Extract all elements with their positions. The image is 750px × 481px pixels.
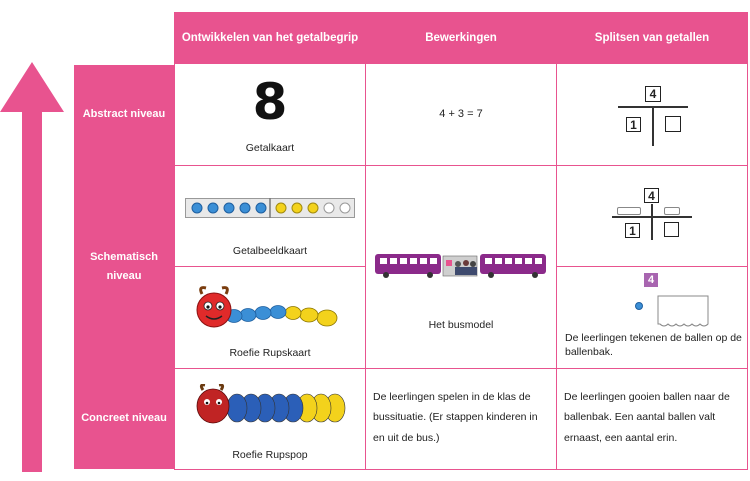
split-left-box: 1 — [626, 117, 641, 132]
rupspop-caption: Roefie Rupspop — [232, 449, 308, 461]
getalbeeldkaart-caption: Getalbeeldkaart — [232, 245, 308, 257]
split-right-box — [665, 116, 681, 132]
grid-line — [747, 12, 748, 470]
row-label-concreet: Concreet niveau — [74, 369, 174, 469]
grid-line — [175, 469, 748, 470]
split-left-box: 1 — [625, 223, 640, 238]
equation-text: 4 + 3 = 7 — [439, 108, 483, 120]
header-getalbegrip: Ontwikkelen van het getalbegrip — [175, 12, 365, 64]
grid-line — [74, 165, 748, 166]
busmodel-caption: Het busmodel — [428, 319, 494, 331]
grid-line — [557, 266, 747, 267]
row-label-schematisch: Schematisch niveau — [74, 166, 174, 368]
bus-concrete-text: De leerlingen spelen in de klas de bussituatie. (Er stappen kinderen in en uit de bus.) — [373, 391, 538, 444]
busmodel-image — [374, 252, 548, 282]
grid-line — [365, 12, 366, 470]
getalbeeldkaart-image — [185, 198, 355, 218]
header-bewerkingen: Bewerkingen — [366, 12, 556, 64]
grid-line — [175, 266, 365, 267]
ballenbak-concrete-text: De leerlingen gooien ballen naar de ballenbak. Een aantal ballen valt ernaast, een aantal erin. — [564, 391, 730, 444]
up-arrow-icon — [0, 62, 64, 472]
getalkaart-number: 8 — [252, 73, 288, 131]
row-label-abstract: Abstract niveau — [74, 65, 174, 165]
rupskaart-caption: Roefie Rupskaart — [229, 347, 311, 359]
grid-line — [556, 12, 557, 470]
ballenbak-number-badge: 4 — [644, 273, 658, 287]
getalkaart-caption: Getalkaart — [245, 142, 295, 154]
cell-getalkaart — [175, 65, 365, 165]
ballenbak-icon — [630, 294, 710, 330]
split-top-box: 4 — [645, 86, 661, 102]
grid-line — [74, 368, 748, 369]
ballenbak-schematic-text: De leerlingen tekenen de ballen op de ballenbak. — [565, 332, 742, 359]
header-splitsen: Splitsen van getallen — [557, 12, 747, 64]
split-right-box — [664, 222, 679, 237]
split-top-box: 4 — [644, 188, 659, 203]
rupskaart-caterpillar-image — [192, 284, 352, 334]
rupspop-image — [193, 384, 349, 428]
